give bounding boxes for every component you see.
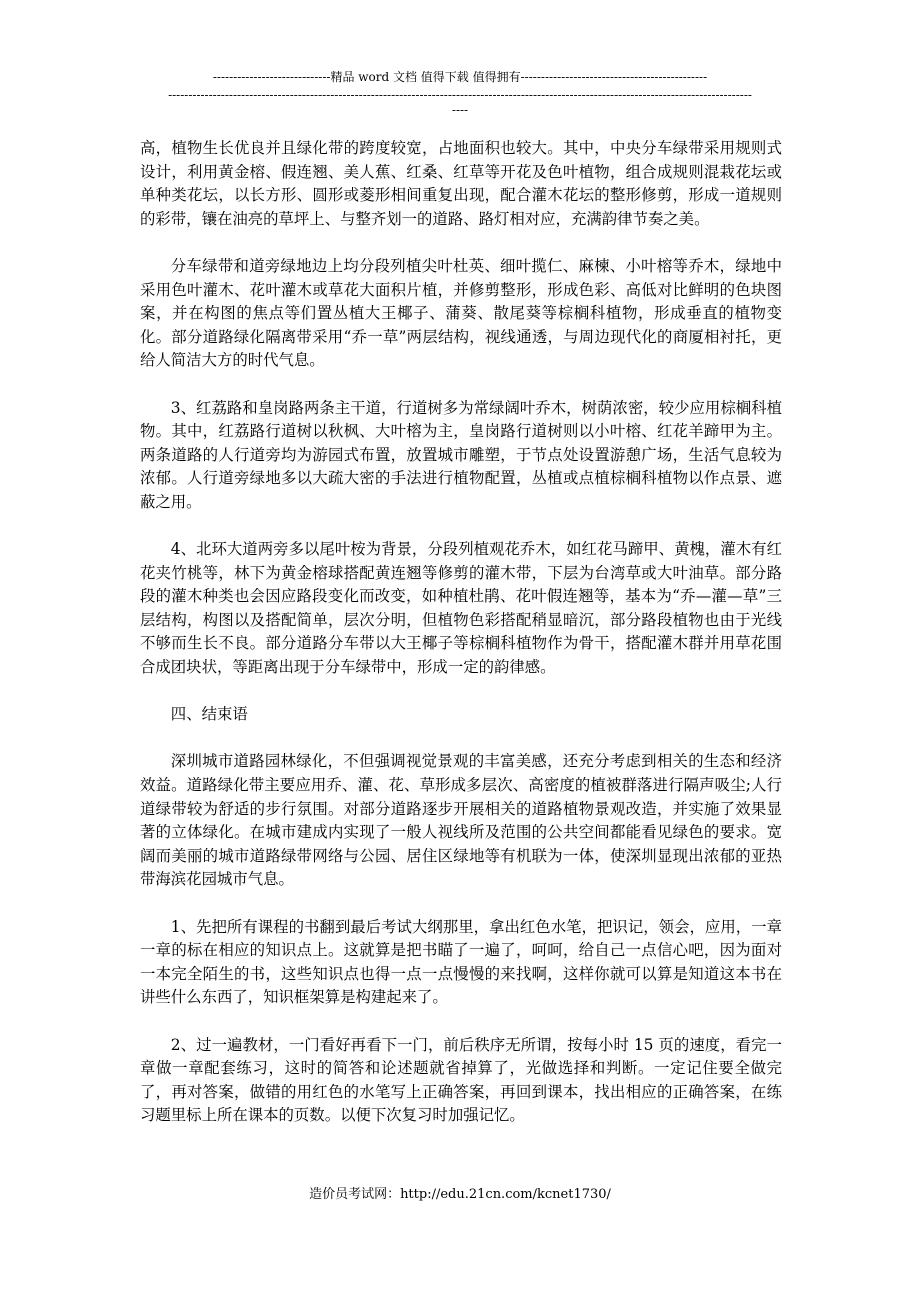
paragraph-8: 2、过一遍教材，一门看好再看下一门，前后秩序无所谓，按每小时 15 页的速度，看完一章做一章配套练习，这时的简答和论述题就省掉算了，光做选择和判断。一定记住要全做完了，再对答案，做错的用红色的水笔写上正确答案，再回到课本，找出相应的正确答案，在练习题里标上所在课本的页数。以便下次复习时加强记忆。 (140, 1035, 782, 1125)
footer-link-text: 造价员考试网：http://edu.21cn.com/kcnet1730/ (309, 1187, 611, 1202)
paragraph-2: 分车绿带和道旁绿地边上均分段列植尖叶杜英、细叶揽仁、麻楝、小叶榕等乔木，绿地中采用色叶灌木、花叶灌木或草花大面积片植，并修剪整形，形成色彩、高低对比鲜明的色块图案，并在构图的焦点等们置丛植大王椰子、蒲葵、散尾葵等棕榈科植物，形成垂直的植物变化。部分道路绿化隔离带采用“乔一草”两层结构，视线通透，与周边现代化的商厦相衬托，更给人简洁大方的时代气息。 (140, 256, 782, 370)
paragraph-6: 深圳城市道路园林绿化，不但强调视觉景观的丰富美感，还充分考虑到相关的生态和经济效益。道路绿化带主要应用乔、灌、花、草形成多层次、高密度的植被群落进行隔声吸尘;人行道绿带较为舒适的步行氛围。对部分道路逐步开展相关的道路植物景观改造，并实施了效果显著的立体绿化。在城市建成内实现了一般人视线所及范围的公共空间都能看见绿色的要求。宽阔而美丽的城市道路绿带网络与公园、居住区绿地等有机联为一体，使深圳显现出浓郁的亚热带海滨花园城市气息。 (140, 752, 782, 889)
document-body (140, 137, 782, 1152)
section-heading-conclusion: 四、结束语 (170, 705, 248, 724)
paragraph-3: 3、红荔路和皇岗路两条主干道，行道树多为常绿阔叶乔木，树荫浓密，较少应用棕榈科植物。其中，红荔路行道树以秋枫、大叶榕为主，皇岗路行道树则以小叶榕、红花羊蹄甲为主。两条道路的人行道旁均为游园式布置，放置城市雕塑，于节点处设置游憩广场，生活气息较为浓郁。人行道旁绿地多以大疏大密的手法进行植物配置，丛植或点植棕榈科植物以作点景、遮蔽之用。 (140, 398, 782, 511)
paragraph-1: 高，植物生长优良并且绿化带的跨度较宽，占地面积也较大。其中，中央分车绿带采用规则式设计，利用黄金榕、假连翘、美人蕉、红桑、红草等开花及色叶植物，组合成规则混栽花坛或单种类花坛，以长方形、圆形或菱形相间重复出现，配合灌木花坛的整形修剪，形成一道规则的彩带，镶在油亮的草坪上、与整齐划一的道路、路灯相对应，充满韵律节奏之美。 (140, 139, 782, 228)
header-divider: ------------------------------------------------------------------------------------------------------------------------------------------------ (168, 88, 752, 102)
header-banner: -----------------------------精品 word 文档 值得下载 值得拥有---------------------------------------------- (212, 70, 708, 84)
paragraph-7: 1、先把所有课程的书翻到最后考试大纲那里，拿出红色水笔，把识记，领会，应用，一章一章的标在相应的知识点上。这就算是把书瞄了一遍了，呵呵，给自己一点信心吧，因为面对一本完全陌生的书，这些知识点也得一点一点慢慢的来找啊，这样你就可以算是知道这本书在讲些什么东西了，知识框架算是构建起来了。 (140, 917, 782, 1007)
paragraph-4: 4、北环大道两旁多以尾叶桉为背景，分段列植观花乔木，如红花马蹄甲、黄槐，灌木有红花夹竹桃等，林下为黄金榕球搭配黄连翘等修剪的灌木带，下层为台湾草或大叶油草。部分路段的灌木种类也会因应路段变化而改变，如种植杜鹃、花叶假连翘等，基本为“乔—灌—草”三层结构，构图以及搭配简单，层次分明，但植物色彩搭配稍显暗沉，部分路段植物也由于光线不够而生长不良。部分道路分车带以大王椰子等棕榈科植物作为骨干，搭配灌木群并用草花围合成团块状，等距离出现于分车绿带中，形成一定的韵律感。 (140, 540, 782, 677)
header-divider-tail: ---- (451, 103, 469, 117)
